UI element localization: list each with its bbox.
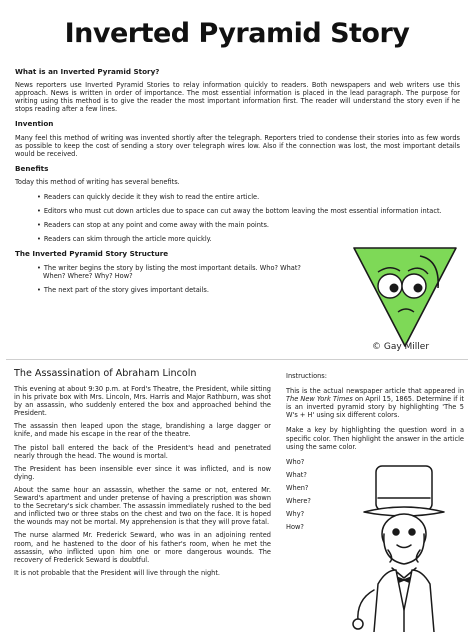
instructions-text: on April 15, 1865. Determine if it is an inverted pyramid story by highlighting 'The 5 W's + H' using six different colors.	[286, 395, 464, 420]
benefits-list	[15, 193, 445, 243]
question-word: Who?	[286, 457, 305, 466]
question-word: What?	[286, 470, 307, 479]
copyright-text: © Gay Miller	[372, 342, 430, 352]
lincoln-cartoon-illustration	[334, 460, 470, 632]
benefits-intro: Today this method of writing has several benefits.	[15, 177, 180, 186]
invention-heading: Invention	[15, 119, 54, 129]
article-paragraph: The President has been insensible ever since it was inflicted, and is now dying.	[14, 464, 271, 481]
benefit-item: • Editors who must cut down articles due to space can cut away the bottom leaving the most essential information intact.	[37, 207, 445, 215]
structure-list	[15, 264, 315, 294]
benefit-item: • Readers can quickly decide it they wish to read the entire article.	[37, 193, 445, 201]
article-section	[14, 368, 271, 582]
article-paragraph: It is not probable that the President will live through the night.	[14, 568, 221, 577]
structure-heading: The Inverted Pyramid Story Structure	[15, 249, 169, 259]
what-heading: What is an Inverted Pyramid Story?	[15, 67, 160, 76]
structure-item: • The writer begins the story by listing the most important details. Who? What? When? Where? Why? How?	[37, 264, 315, 280]
what-text: News reporters use Inverted Pyramid Stories to relay information quickly to readers. Both newspapers and web writers use this approach. News is written in order of importance. The most essential information is placed in the lead paragraph. The purpose for writing using this method is to give the reader the most important information first. The reader will understand the story even if he stops reading after a few lines.	[15, 81, 460, 114]
instructions-label: Instructions:	[286, 372, 327, 380]
article-headline: The Assassination of Abraham Lincoln	[14, 368, 197, 379]
article-paragraph: About the same hour an assassin, whether the same or not, entered Mr. Seward's apartment and under pretense of having a prescription was shown to the Secretary's sick chamber. The assassin immediately rushed to the bed and inflicted two or three stabs on the chest and two on the face. It is hoped the wounds may not be mortal. My apprehension is that they will prove fatal.	[14, 485, 271, 527]
newspaper-name: The New York Times	[286, 395, 353, 404]
section-divider	[6, 359, 468, 360]
article-paragraph: The pistol ball entered the back of the President's head and penetrated nearly through the head. The wound is mortal.	[14, 443, 271, 460]
article-paragraph: The assassin then leaped upon the stage, brandishing a large dagger or knife, and made his escape in the rear of the theatre.	[14, 422, 271, 439]
question-word: When?	[286, 483, 309, 492]
instructions-text: This is the actual newspaper article that appeared in	[286, 387, 464, 396]
benefit-item: • Readers can skim through the article more quickly.	[37, 235, 445, 243]
question-word: How?	[286, 523, 304, 532]
benefit-item: • Readers can stop at any point and come away with the main points.	[37, 221, 445, 229]
article-paragraph: The nurse alarmed Mr. Frederick Seward, who was in an adjoining rented room, and he hastened to the door of his father's room, when he met the assassin, who inflicted upon him one or more dangerous wounds. The recovery of Frederick Seward is doubtful.	[14, 531, 271, 564]
page-title: Inverted Pyramid Story	[64, 18, 410, 49]
article-paragraph: This evening at about 9:30 p.m. at Ford's Theatre, the President, while sitting in his private box with Mrs. Lincoln, Mrs. Harris and Major Rathburn, was shot by an assassin, who suddenly entered the box and approached behind the President.	[14, 385, 271, 418]
invention-text: Many feel this method of writing was invented shortly after the telegraph. Reporters tried to condense their stories into as few words as possible to keep the cost of sending a story over telegraph wires low. Also if the connection was lost, the most important details would be received.	[15, 133, 460, 158]
question-word: Where?	[286, 497, 311, 506]
question-word: Why?	[286, 510, 305, 519]
inverted-pyramid-illustration	[350, 242, 460, 352]
structure-item: • The next part of the story gives important details.	[37, 286, 315, 294]
instructions-paragraph	[286, 387, 464, 419]
benefits-heading: Benefits	[15, 163, 49, 173]
key-instructions: Make a key by highlighting the question word in a specific color. Then highlight the answer in the article using the same color.	[286, 426, 464, 451]
